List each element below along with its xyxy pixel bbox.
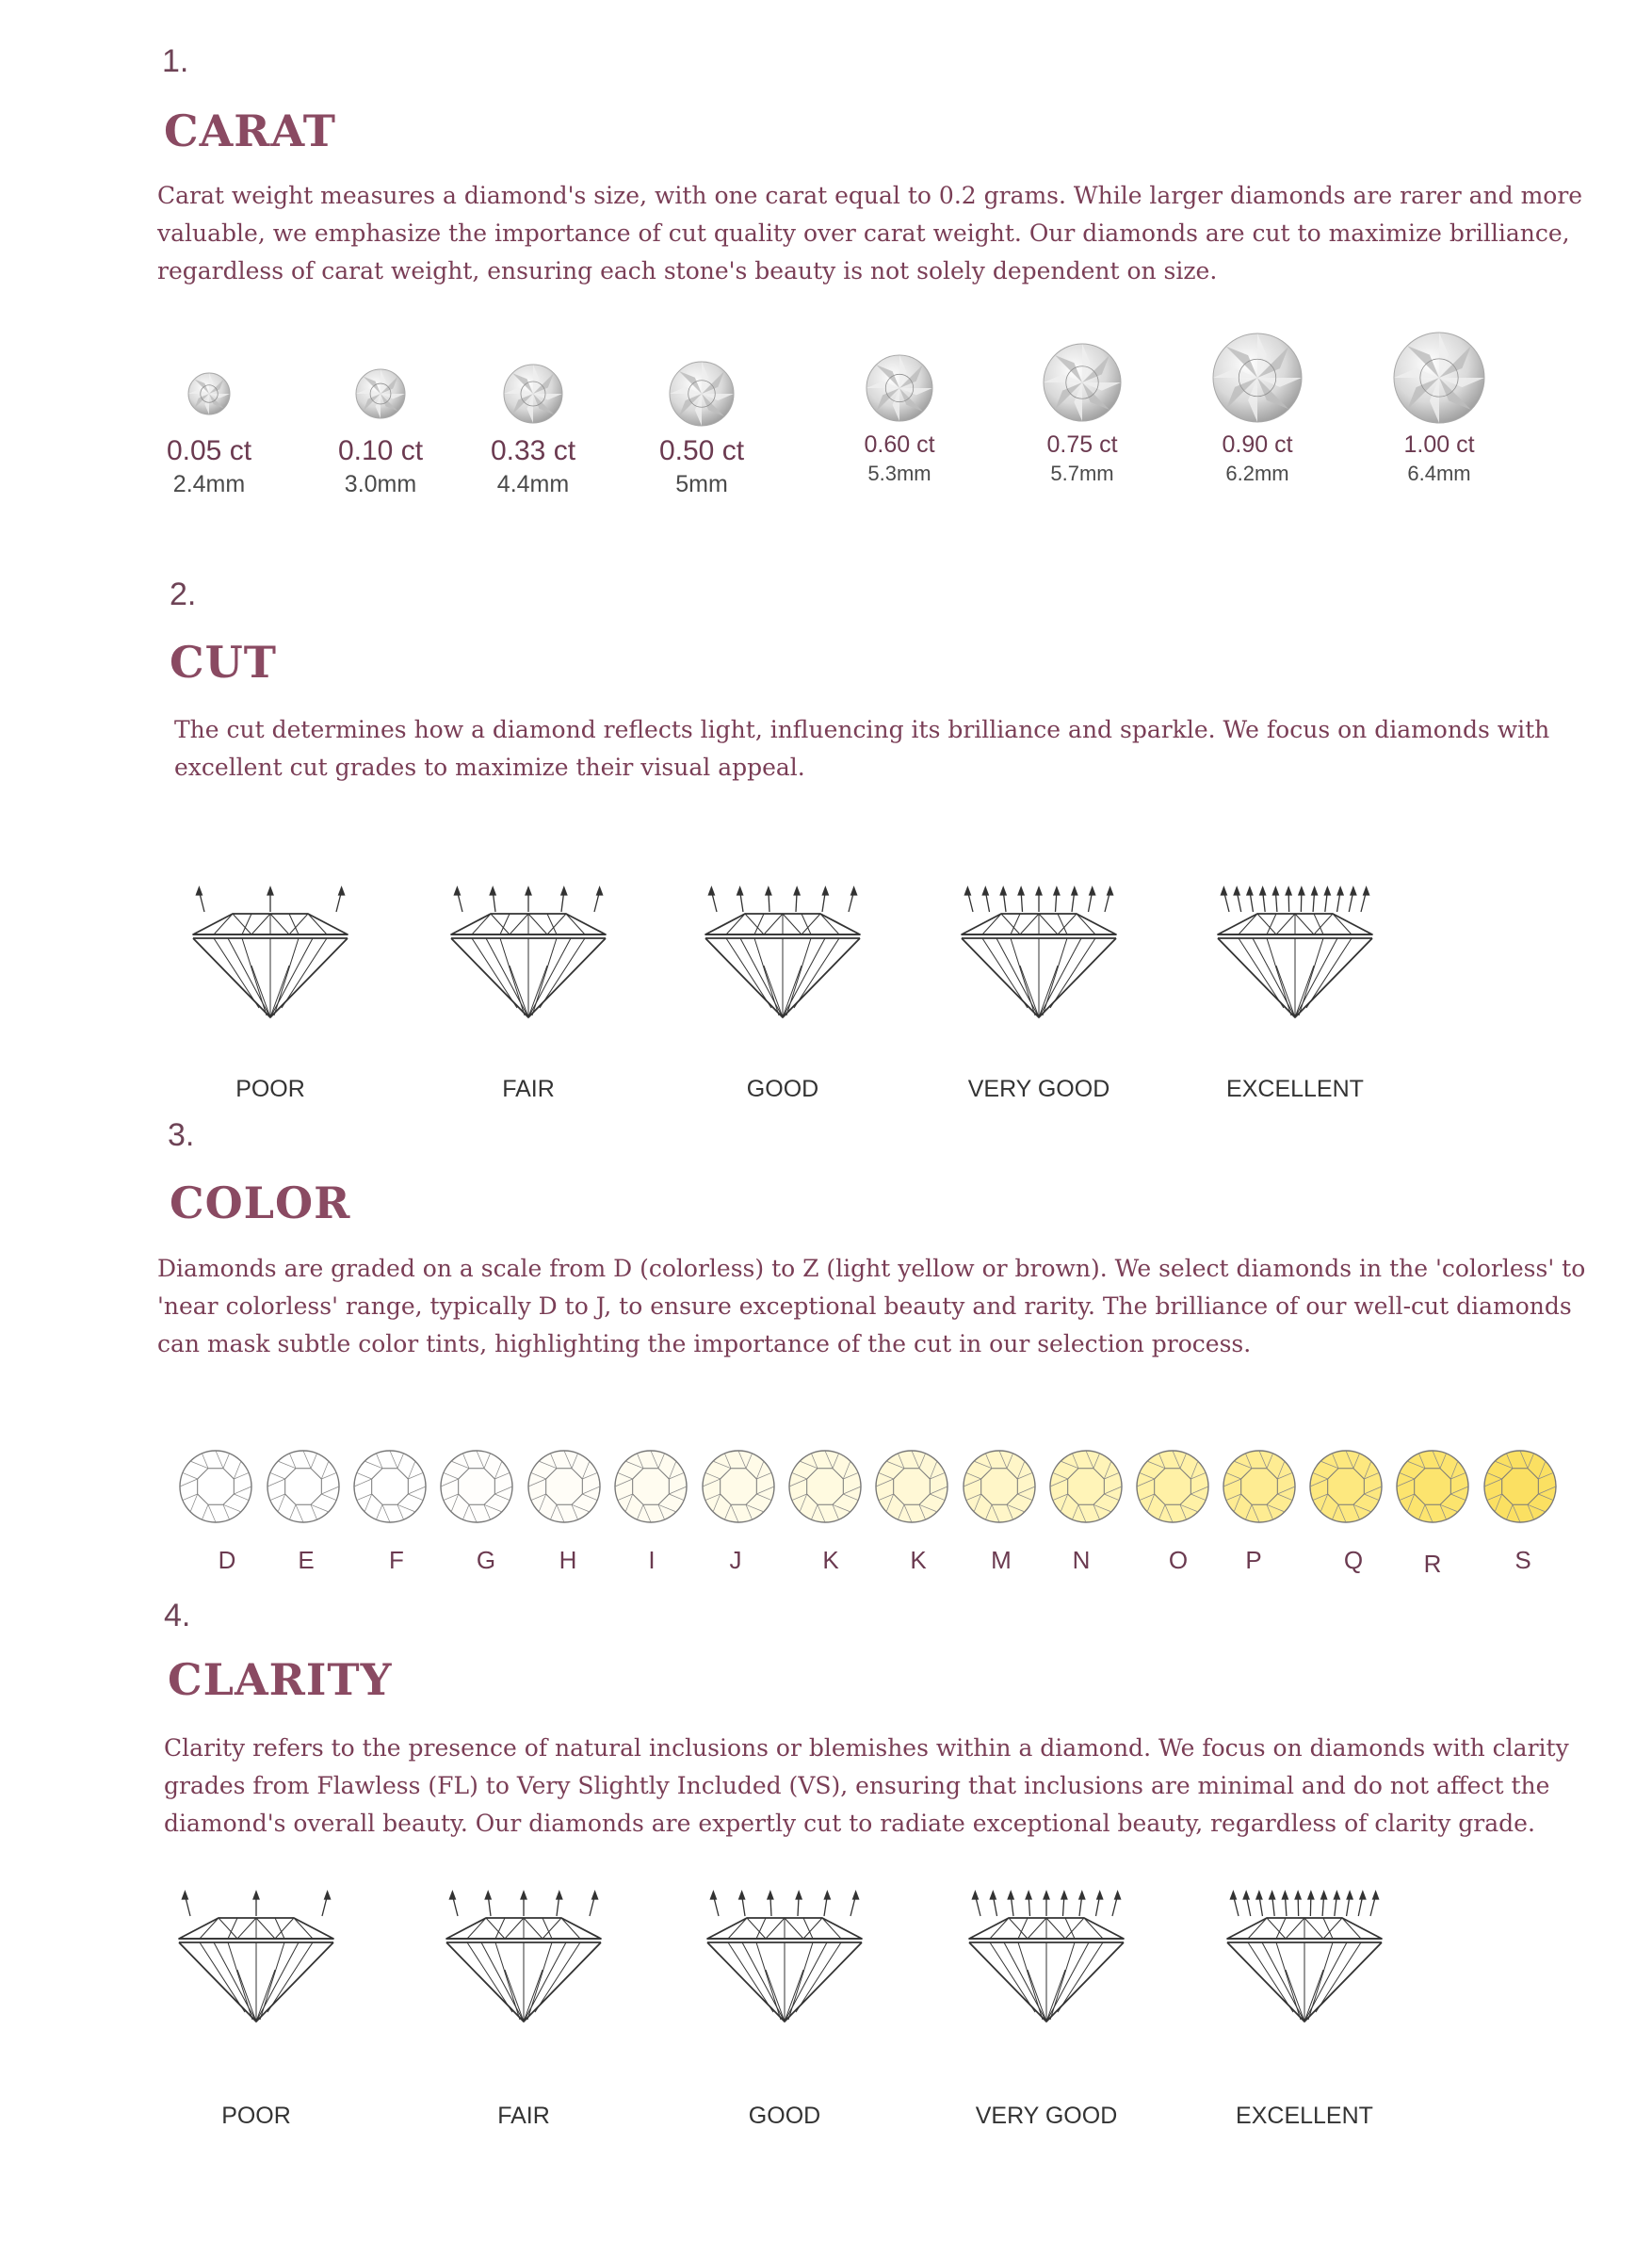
section-text: Diamonds are graded on a scale from D (colorless) to Z (light yellow or brown). We select diamonds in the 'colorless' to 'near colorless' range, typically D to J, to ensure exceptional beauty and rarity. The brilliance of our well-cut diamonds can mask subtle color tints, highlighting the importance of the cut in our selection process. <box>157 1255 1586 1357</box>
diamond-stone-image <box>1040 340 1125 430</box>
diamond-stone-image <box>185 369 234 423</box>
color-grade-letter: N <box>1072 1546 1091 1574</box>
color-sample-diamond <box>1308 1449 1384 1529</box>
diameter-label: 5.7mm <box>1050 462 1114 485</box>
color-grade-letter: R <box>1423 1550 1442 1578</box>
grade-label: GOOD <box>746 1076 819 1102</box>
diamond-stone-image <box>1390 329 1488 431</box>
color-sample-diamond <box>701 1449 776 1529</box>
color-grade-letter: S <box>1514 1546 1531 1574</box>
color-sample-diamond <box>352 1449 428 1529</box>
diamond-cut-diagram <box>962 1880 1131 2036</box>
color-grade-letter: K <box>822 1546 839 1574</box>
color-sample-diamond <box>1482 1449 1558 1529</box>
color-grade-letter: K <box>910 1546 927 1574</box>
carat-weight-label: 0.60 ct <box>864 431 935 458</box>
diamond-cut-diagram <box>186 876 355 1032</box>
diamond-stone-image <box>666 358 737 434</box>
color-grade-letter: D <box>218 1546 236 1574</box>
grade-label: GOOD <box>748 2103 821 2129</box>
section-number: 1. <box>162 43 189 79</box>
carat-weight-label: 1.00 ct <box>1403 431 1475 458</box>
color-sample-diamond <box>1395 1449 1470 1529</box>
color-grade-letter: M <box>991 1546 1012 1574</box>
carat-weight-label: 0.10 ct <box>337 435 424 466</box>
grade-label: FAIR <box>497 2103 550 2129</box>
section-text: The cut determines how a diamond reflects light, influencing its brilliance and sparkle. We focus on diamonds with excellent cut grades to maximize their visual appeal. <box>174 716 1550 781</box>
diamond-cut-diagram <box>698 876 867 1032</box>
carat-weight-label: 0.50 ct <box>658 435 745 466</box>
color-sample-diamond <box>178 1449 253 1529</box>
grade-label: VERY GOOD <box>967 1076 1110 1102</box>
color-grade-letter: O <box>1168 1546 1189 1574</box>
diamond-cut-diagram <box>171 1880 341 2036</box>
grade-label: EXCELLENT <box>1236 2103 1373 2129</box>
section-text: Clarity refers to the presence of natural inclusions or blemishes within a diamond. We focus on diamonds with clarity grades from Flawless (FL) to Very Slightly Included (VS), ensuring that inclusions are minimal and do not affect the diamond's overall beauty. Our diamonds are expertly cut to radiate exceptional beauty, regardless of clarity grade. <box>164 1734 1569 1837</box>
carat-weight-label: 0.33 ct <box>490 435 576 466</box>
color-sample-diamond <box>526 1449 602 1529</box>
diamond-cut-diagram <box>1220 1880 1389 2036</box>
color-grade-letter: E <box>298 1546 315 1574</box>
color-grade-letter: H <box>559 1546 577 1574</box>
diamond-cut-diagram <box>444 876 613 1032</box>
grade-label: EXCELLENT <box>1226 1076 1364 1102</box>
section-title: COLOR <box>170 1178 351 1228</box>
section-title: CUT <box>170 637 277 688</box>
color-grade-letter: P <box>1245 1546 1262 1574</box>
section-title: CLARITY <box>168 1654 393 1705</box>
diamond-stone-image <box>352 366 409 427</box>
color-grade-letter: J <box>729 1546 742 1574</box>
carat-weight-label: 0.90 ct <box>1222 431 1293 458</box>
diamond-cut-diagram <box>439 1880 608 2036</box>
grade-label: VERY GOOD <box>975 2103 1118 2129</box>
diameter-label: 5.3mm <box>867 462 931 485</box>
diameter-label: 6.2mm <box>1225 462 1289 485</box>
diameter-label: 5mm <box>675 471 728 497</box>
section-number: 4. <box>164 1598 191 1633</box>
carat-weight-label: 0.75 ct <box>1046 431 1118 458</box>
color-sample-diamond <box>962 1449 1037 1529</box>
color-grade-letter: Q <box>1343 1546 1364 1574</box>
color-sample-diamond <box>439 1449 514 1529</box>
grade-label: POOR <box>235 1076 305 1102</box>
color-sample-diamond <box>266 1449 341 1529</box>
carat-weight-label: 0.05 ct <box>166 435 252 466</box>
color-grade-letter: I <box>648 1546 656 1574</box>
diameter-label: 4.4mm <box>496 471 570 497</box>
section-text: Carat weight measures a diamond's size, with one carat equal to 0.2 grams. While larger diamonds are rarer and more valuable, we emphasize the importance of cut quality over carat weight. Our diamonds are cut to maximize brilliance, regardless of carat weight, ensuring each stone's beauty is not solely dependent on size. <box>157 182 1583 284</box>
grade-label: POOR <box>221 2103 291 2129</box>
color-sample-diamond <box>1135 1449 1210 1529</box>
color-sample-diamond <box>874 1449 949 1529</box>
diamond-stone-image <box>863 351 936 430</box>
diamond-cut-diagram <box>700 1880 869 2036</box>
color-grade-letter: F <box>389 1546 404 1574</box>
section-number: 2. <box>170 577 197 612</box>
diamond-stone-image <box>1209 330 1305 431</box>
diamond-stone-image <box>500 361 566 431</box>
color-sample-diamond <box>1222 1449 1297 1529</box>
color-sample-diamond <box>613 1449 688 1529</box>
section-title: CARAT <box>164 106 336 156</box>
color-sample-diamond <box>1048 1449 1124 1529</box>
color-sample-diamond <box>787 1449 863 1529</box>
diameter-label: 6.4mm <box>1407 462 1471 485</box>
diamond-cut-diagram <box>1210 876 1380 1032</box>
diamond-cut-diagram <box>954 876 1124 1032</box>
grade-label: FAIR <box>502 1076 555 1102</box>
diameter-label: 3.0mm <box>344 471 417 497</box>
section-number: 3. <box>168 1117 195 1153</box>
color-grade-letter: G <box>476 1546 496 1574</box>
diameter-label: 2.4mm <box>172 471 246 497</box>
